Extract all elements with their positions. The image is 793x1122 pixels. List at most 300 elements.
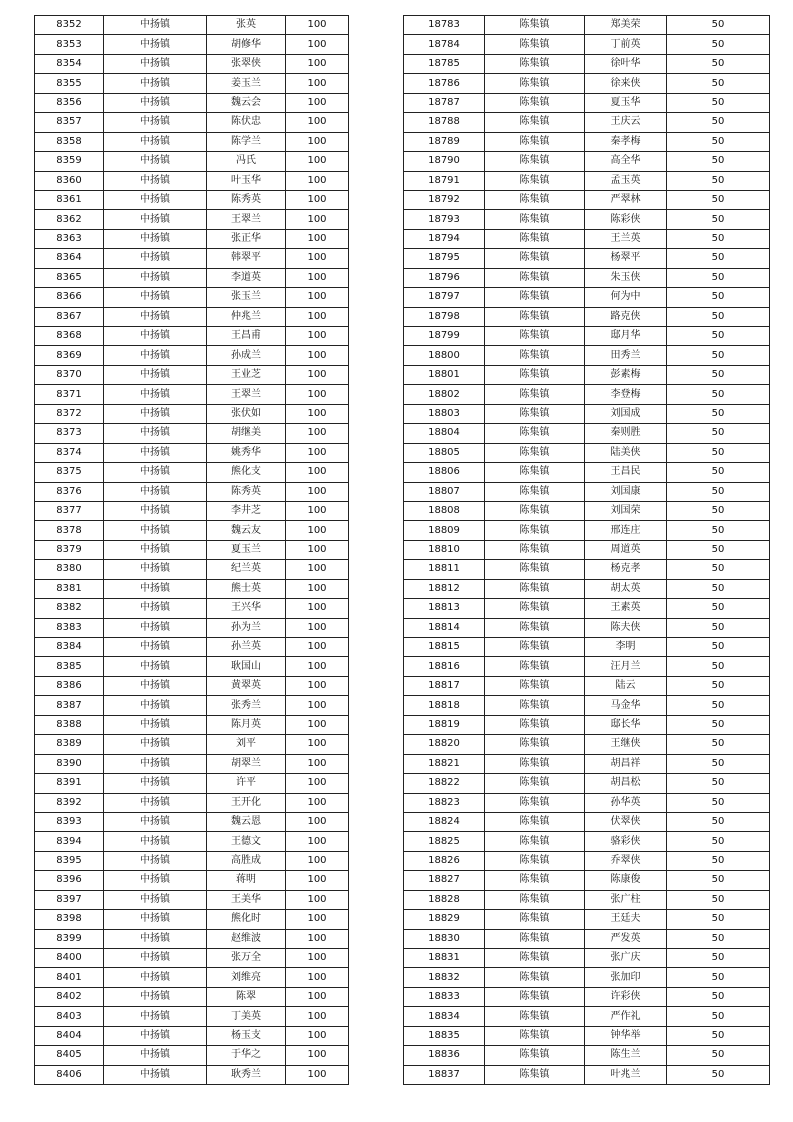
cell-town: 中扬镇 (104, 851, 207, 870)
cell-town: 中扬镇 (104, 229, 207, 248)
cell-number: 8368 (35, 327, 104, 346)
cell-name: 胡昌松 (585, 774, 667, 793)
cell-town: 陈集镇 (485, 638, 585, 657)
cell-amount: 50 (667, 851, 770, 870)
cell-number: 8390 (35, 754, 104, 773)
table-row (35, 715, 349, 734)
table-row (404, 327, 770, 346)
table-row (35, 443, 349, 462)
cell-name: 张翠侠 (207, 54, 286, 73)
cell-amount: 100 (286, 35, 349, 54)
cell-amount: 100 (286, 832, 349, 851)
cell-name: 王开化 (207, 793, 286, 812)
cell-name: 胡翠兰 (207, 754, 286, 773)
table-row (404, 540, 770, 559)
cell-town: 陈集镇 (485, 910, 585, 929)
cell-amount: 50 (667, 288, 770, 307)
table-row (404, 268, 770, 287)
cell-number: 18807 (404, 482, 485, 501)
cell-amount: 50 (667, 35, 770, 54)
cell-amount: 50 (667, 16, 770, 35)
table-row (35, 16, 349, 35)
cell-town: 中扬镇 (104, 190, 207, 209)
cell-town: 中扬镇 (104, 754, 207, 773)
cell-town: 中扬镇 (104, 929, 207, 948)
table-row (404, 385, 770, 404)
cell-number: 18815 (404, 638, 485, 657)
cell-name: 钟华举 (585, 1026, 667, 1045)
cell-number: 8405 (35, 1046, 104, 1065)
table-row (404, 54, 770, 73)
table-row (404, 696, 770, 715)
table-row (35, 249, 349, 268)
cell-number: 18798 (404, 307, 485, 326)
cell-number: 18826 (404, 851, 485, 870)
cell-number: 18783 (404, 16, 485, 35)
table-row (404, 676, 770, 695)
cell-number: 18829 (404, 910, 485, 929)
cell-amount: 100 (286, 968, 349, 987)
cell-number: 18813 (404, 599, 485, 618)
table-row (404, 1065, 770, 1084)
cell-town: 陈集镇 (485, 424, 585, 443)
cell-town: 中扬镇 (104, 599, 207, 618)
cell-number: 18827 (404, 871, 485, 890)
cell-town: 陈集镇 (485, 113, 585, 132)
cell-name: 王兴华 (207, 599, 286, 618)
cell-number: 18816 (404, 657, 485, 676)
cell-amount: 50 (667, 715, 770, 734)
cell-number: 18837 (404, 1065, 485, 1084)
table-row (35, 463, 349, 482)
table-row (404, 249, 770, 268)
cell-number: 18823 (404, 793, 485, 812)
cell-amount: 100 (286, 132, 349, 151)
table-row (35, 735, 349, 754)
cell-number: 8363 (35, 229, 104, 248)
cell-amount: 50 (667, 579, 770, 598)
cell-name: 乔翠侠 (585, 851, 667, 870)
cell-name: 胡昌祥 (585, 754, 667, 773)
table-row (35, 54, 349, 73)
cell-number: 18810 (404, 540, 485, 559)
table-row (404, 735, 770, 754)
cell-town: 陈集镇 (485, 929, 585, 948)
cell-town: 陈集镇 (485, 385, 585, 404)
cell-town: 中扬镇 (104, 74, 207, 93)
table-row (404, 113, 770, 132)
table-row (404, 812, 770, 831)
table-row (404, 229, 770, 248)
cell-name: 王庆云 (585, 113, 667, 132)
cell-town: 中扬镇 (104, 832, 207, 851)
cell-town: 中扬镇 (104, 171, 207, 190)
table-row (35, 851, 349, 870)
table-row (404, 190, 770, 209)
table-row (35, 190, 349, 209)
cell-town: 陈集镇 (485, 676, 585, 695)
cell-amount: 50 (667, 832, 770, 851)
table-row (35, 346, 349, 365)
cell-town: 陈集镇 (485, 93, 585, 112)
cell-amount: 100 (286, 1046, 349, 1065)
cell-number: 18786 (404, 74, 485, 93)
cell-amount: 100 (286, 1065, 349, 1084)
table-row (35, 171, 349, 190)
cell-amount: 50 (667, 696, 770, 715)
cell-town: 陈集镇 (485, 579, 585, 598)
cell-town: 中扬镇 (104, 793, 207, 812)
cell-amount: 50 (667, 424, 770, 443)
cell-amount: 50 (667, 1026, 770, 1045)
cell-amount: 50 (667, 385, 770, 404)
cell-amount: 100 (286, 871, 349, 890)
cell-town: 陈集镇 (485, 482, 585, 501)
cell-amount: 50 (667, 93, 770, 112)
cell-town: 陈集镇 (485, 735, 585, 754)
cell-town: 陈集镇 (485, 521, 585, 540)
cell-number: 18804 (404, 424, 485, 443)
table-row (404, 560, 770, 579)
cell-number: 8361 (35, 190, 104, 209)
cell-amount: 50 (667, 229, 770, 248)
table-row (35, 754, 349, 773)
cell-name: 徐叶华 (585, 54, 667, 73)
cell-amount: 50 (667, 968, 770, 987)
cell-amount: 100 (286, 501, 349, 520)
cell-amount: 50 (667, 735, 770, 754)
cell-number: 8360 (35, 171, 104, 190)
cell-number: 18832 (404, 968, 485, 987)
cell-amount: 50 (667, 1065, 770, 1084)
cell-amount: 100 (286, 229, 349, 248)
table-row (35, 540, 349, 559)
cell-name: 秦则胜 (585, 424, 667, 443)
cell-amount: 100 (286, 599, 349, 618)
cell-name: 马金华 (585, 696, 667, 715)
cell-name: 邢连庄 (585, 521, 667, 540)
cell-name: 魏云会 (207, 93, 286, 112)
cell-name: 王翠兰 (207, 210, 286, 229)
cell-name: 熊化支 (207, 463, 286, 482)
cell-town: 陈集镇 (485, 1046, 585, 1065)
cell-amount: 100 (286, 463, 349, 482)
table-row (35, 1007, 349, 1026)
cell-number: 18802 (404, 385, 485, 404)
cell-amount: 100 (286, 54, 349, 73)
table-row (35, 152, 349, 171)
cell-amount: 50 (667, 190, 770, 209)
cell-number: 8382 (35, 599, 104, 618)
cell-town: 中扬镇 (104, 890, 207, 909)
cell-name: 朱玉侠 (585, 268, 667, 287)
cell-name: 邸长华 (585, 715, 667, 734)
cell-amount: 100 (286, 812, 349, 831)
cell-town: 中扬镇 (104, 210, 207, 229)
table-row (35, 482, 349, 501)
table-row (35, 579, 349, 598)
cell-town: 陈集镇 (485, 249, 585, 268)
cell-amount: 100 (286, 910, 349, 929)
cell-town: 中扬镇 (104, 346, 207, 365)
cell-town: 陈集镇 (485, 74, 585, 93)
table-row (35, 365, 349, 384)
cell-number: 18822 (404, 774, 485, 793)
cell-amount: 50 (667, 774, 770, 793)
table-row (404, 949, 770, 968)
cell-town: 中扬镇 (104, 385, 207, 404)
cell-town: 陈集镇 (485, 288, 585, 307)
table-row (35, 1026, 349, 1045)
cell-number: 18795 (404, 249, 485, 268)
cell-name: 陈彩侠 (585, 210, 667, 229)
cell-amount: 50 (667, 1046, 770, 1065)
cell-number: 8374 (35, 443, 104, 462)
cell-number: 8397 (35, 890, 104, 909)
cell-town: 陈集镇 (485, 1065, 585, 1084)
cell-amount: 100 (286, 113, 349, 132)
cell-town: 陈集镇 (485, 540, 585, 559)
cell-town: 陈集镇 (485, 307, 585, 326)
cell-amount: 100 (286, 618, 349, 637)
cell-name: 周道英 (585, 540, 667, 559)
cell-name: 李井芝 (207, 501, 286, 520)
cell-amount: 50 (667, 171, 770, 190)
cell-number: 8372 (35, 404, 104, 423)
cell-town: 中扬镇 (104, 249, 207, 268)
table-row (35, 832, 349, 851)
cell-amount: 100 (286, 307, 349, 326)
cell-name: 胡修华 (207, 35, 286, 54)
cell-town: 中扬镇 (104, 657, 207, 676)
cell-number: 18790 (404, 152, 485, 171)
cell-number: 8396 (35, 871, 104, 890)
cell-town: 中扬镇 (104, 501, 207, 520)
table-row (404, 851, 770, 870)
cell-town: 陈集镇 (485, 190, 585, 209)
cell-number: 8366 (35, 288, 104, 307)
table-row (35, 929, 349, 948)
cell-number: 18820 (404, 735, 485, 754)
cell-number: 18801 (404, 365, 485, 384)
cell-number: 18806 (404, 463, 485, 482)
cell-town: 中扬镇 (104, 1026, 207, 1045)
cell-town: 中扬镇 (104, 715, 207, 734)
cell-town: 陈集镇 (485, 774, 585, 793)
cell-number: 18796 (404, 268, 485, 287)
table-row (404, 638, 770, 657)
cell-name: 许彩侠 (585, 987, 667, 1006)
cell-name: 高全华 (585, 152, 667, 171)
cell-number: 8364 (35, 249, 104, 268)
cell-amount: 50 (667, 482, 770, 501)
cell-name: 耿秀兰 (207, 1065, 286, 1084)
cell-amount: 50 (667, 949, 770, 968)
cell-name: 丁前英 (585, 35, 667, 54)
cell-town: 中扬镇 (104, 54, 207, 73)
cell-town: 陈集镇 (485, 35, 585, 54)
cell-name: 杨玉支 (207, 1026, 286, 1045)
cell-name: 张万全 (207, 949, 286, 968)
cell-name: 孟玉英 (585, 171, 667, 190)
cell-name: 骆彩侠 (585, 832, 667, 851)
cell-town: 陈集镇 (485, 754, 585, 773)
cell-number: 18793 (404, 210, 485, 229)
cell-amount: 50 (667, 618, 770, 637)
cell-name: 张英 (207, 16, 286, 35)
cell-number: 8403 (35, 1007, 104, 1026)
cell-number: 8384 (35, 638, 104, 657)
cell-town: 中扬镇 (104, 443, 207, 462)
cell-number: 8387 (35, 696, 104, 715)
table-row (404, 599, 770, 618)
cell-name: 陈秀英 (207, 190, 286, 209)
cell-town: 陈集镇 (485, 152, 585, 171)
cell-number: 8401 (35, 968, 104, 987)
table-row (404, 152, 770, 171)
cell-name: 李登梅 (585, 385, 667, 404)
cell-amount: 50 (667, 210, 770, 229)
cell-amount: 100 (286, 754, 349, 773)
cell-amount: 100 (286, 793, 349, 812)
cell-number: 8404 (35, 1026, 104, 1045)
cell-name: 黄翠英 (207, 676, 286, 695)
cell-amount: 50 (667, 657, 770, 676)
cell-amount: 100 (286, 16, 349, 35)
cell-town: 陈集镇 (485, 696, 585, 715)
cell-number: 8393 (35, 812, 104, 831)
cell-name: 冯氏 (207, 152, 286, 171)
table-row (404, 987, 770, 1006)
cell-name: 陈康俊 (585, 871, 667, 890)
cell-number: 8388 (35, 715, 104, 734)
cell-amount: 50 (667, 1007, 770, 1026)
cell-name: 陈月英 (207, 715, 286, 734)
cell-amount: 50 (667, 74, 770, 93)
cell-town: 中扬镇 (104, 949, 207, 968)
table-row (404, 210, 770, 229)
cell-number: 18821 (404, 754, 485, 773)
cell-town: 中扬镇 (104, 152, 207, 171)
cell-amount: 100 (286, 385, 349, 404)
cell-town: 中扬镇 (104, 696, 207, 715)
cell-town: 中扬镇 (104, 113, 207, 132)
cell-name: 王翠兰 (207, 385, 286, 404)
cell-amount: 50 (667, 871, 770, 890)
cell-number: 8371 (35, 385, 104, 404)
cell-number: 18805 (404, 443, 485, 462)
table-row (35, 638, 349, 657)
cell-town: 陈集镇 (485, 268, 585, 287)
table-row (404, 16, 770, 35)
cell-number: 8353 (35, 35, 104, 54)
cell-amount: 50 (667, 327, 770, 346)
cell-name: 胡继美 (207, 424, 286, 443)
cell-town: 陈集镇 (485, 404, 585, 423)
table-row (35, 385, 349, 404)
table-row (35, 696, 349, 715)
cell-amount: 50 (667, 307, 770, 326)
cell-name: 刘平 (207, 735, 286, 754)
cell-amount: 100 (286, 696, 349, 715)
table-row (35, 657, 349, 676)
cell-number: 8359 (35, 152, 104, 171)
table-row (35, 968, 349, 987)
cell-number: 18803 (404, 404, 485, 423)
table-row (35, 812, 349, 831)
cell-name: 刘维亮 (207, 968, 286, 987)
cell-number: 8383 (35, 618, 104, 637)
table-row (35, 949, 349, 968)
cell-town: 中扬镇 (104, 774, 207, 793)
table-row (404, 657, 770, 676)
cell-town: 中扬镇 (104, 1046, 207, 1065)
table-row (404, 74, 770, 93)
cell-town: 陈集镇 (485, 832, 585, 851)
cell-amount: 50 (667, 132, 770, 151)
cell-number: 18799 (404, 327, 485, 346)
cell-name: 秦孝梅 (585, 132, 667, 151)
right-table (403, 15, 770, 1085)
cell-town: 中扬镇 (104, 93, 207, 112)
table-row (35, 327, 349, 346)
cell-town: 陈集镇 (485, 657, 585, 676)
table-row (404, 968, 770, 987)
table-row (35, 35, 349, 54)
cell-number: 8352 (35, 16, 104, 35)
cell-amount: 50 (667, 365, 770, 384)
cell-town: 中扬镇 (104, 618, 207, 637)
cell-name: 陈伏忠 (207, 113, 286, 132)
cell-number: 18819 (404, 715, 485, 734)
cell-number: 18814 (404, 618, 485, 637)
cell-name: 王素英 (585, 599, 667, 618)
cell-town: 陈集镇 (485, 463, 585, 482)
cell-name: 姚秀华 (207, 443, 286, 462)
cell-amount: 100 (286, 404, 349, 423)
cell-amount: 100 (286, 443, 349, 462)
cell-town: 陈集镇 (485, 229, 585, 248)
cell-town: 陈集镇 (485, 346, 585, 365)
table-row (35, 793, 349, 812)
cell-town: 陈集镇 (485, 871, 585, 890)
cell-name: 张玉兰 (207, 288, 286, 307)
cell-amount: 100 (286, 210, 349, 229)
cell-number: 8356 (35, 93, 104, 112)
table-row (404, 774, 770, 793)
left-table-body (35, 16, 349, 1085)
table-row (35, 1065, 349, 1084)
cell-name: 仲兆兰 (207, 307, 286, 326)
cell-name: 王德文 (207, 832, 286, 851)
cell-number: 8376 (35, 482, 104, 501)
table-row (35, 210, 349, 229)
cell-name: 张广柱 (585, 890, 667, 909)
cell-number: 18812 (404, 579, 485, 598)
cell-town: 中扬镇 (104, 560, 207, 579)
cell-amount: 50 (667, 521, 770, 540)
cell-town: 陈集镇 (485, 560, 585, 579)
cell-town: 陈集镇 (485, 987, 585, 1006)
table-row (35, 268, 349, 287)
cell-number: 8365 (35, 268, 104, 287)
cell-amount: 50 (667, 890, 770, 909)
cell-town: 中扬镇 (104, 1065, 207, 1084)
cell-number: 8358 (35, 132, 104, 151)
cell-number: 8378 (35, 521, 104, 540)
cell-name: 孙兰英 (207, 638, 286, 657)
cell-name: 熊士英 (207, 579, 286, 598)
